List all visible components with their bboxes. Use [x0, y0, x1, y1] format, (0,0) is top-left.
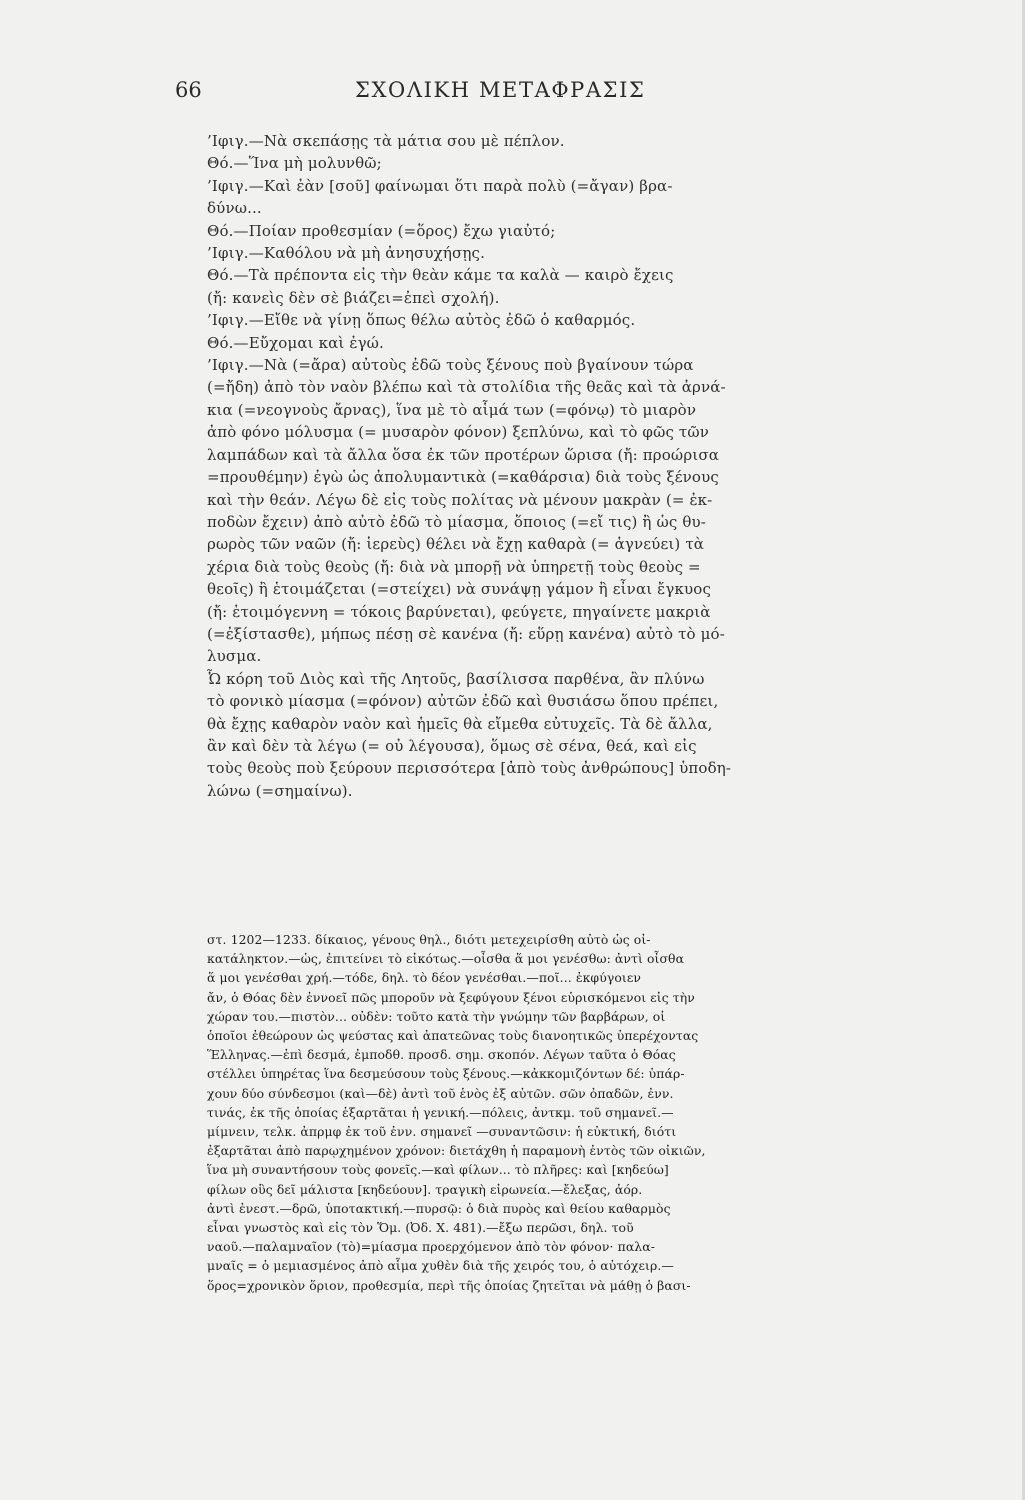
text-line: ’Ιφιγ.—Νὰ (=ἄρα) αὐτοὺς ἐδῶ τοὺς ξένους ποὺ βγαίνουν τώρα — [207, 356, 694, 375]
text-line: ποδὼν ἔχειν) ἀπὸ αὐτὸ ἐδῶ τὸ μίασμα, ὅποιος (=εἴ τις) ἢ ὡς θυ- — [207, 512, 707, 531]
text-line: ’Ιφιγ.—Εἴθε νὰ γίνῃ ὅπως θέλω αὐτὸς ἐδῶ ὁ καθαρμός. — [207, 311, 636, 330]
note-line: τινάς, ἐκ τῆς ὁποίας ἐξαρτᾶται ἡ γενική.—πόλεις, ἀντκμ. τοῦ σημανεῖ.— — [207, 1104, 674, 1120]
note-line: στέλλει ὑπηρέτας ἵνα δεσμεύσουν τοὺς ξένους.—κἀκκομιζόντων δέ: ὑπάρ- — [207, 1066, 685, 1082]
text-line: (ἤ: ἑτοιμόγεννη = τόκοις βαρύνεται), φεύγετε, πηγαίνετε μακριὰ — [207, 602, 711, 621]
note-line: φίλων οὓς δεῖ μάλιστα [κηδεύουν]. τραγικὴ εἰρωνεία.—ἔλεξας, ἀόρ. — [207, 1181, 643, 1197]
page-header — [175, 78, 695, 108]
note-line: εἶναι γνωστὸς καὶ εἰς τὸν Ὅμ. (Ὀδ. Χ. 481).—ἔξω περῶσι, δηλ. τοῦ — [207, 1220, 634, 1236]
text-line: τὸ φονικὸ μίασμα (=φόνον) αὐτῶν ἐδῶ καὶ θυσιάσω ὅπου πρέπει, — [207, 692, 719, 711]
note-line: ἐξαρτᾶται ἀπὸ παρῳχημένον χρόνον: διετάχθη ἡ παραμονὴ ἐντὸς τῶν οἰκιῶν, — [207, 1143, 706, 1159]
note-line: μίμνειν, τελκ. ἀπρμφ ἐκ τοῦ ἐνν. σημανεῖ —συναντῶσιν: ἡ εὐκτική, διότι — [207, 1124, 677, 1140]
text-line: Ὦ κόρη τοῦ Διὸς καὶ τῆς Λητοῦς, βασίλισσα παρθένα, ἂν πλύνω — [207, 669, 705, 688]
note-line: μναῖς = ὁ μεμιασμένος ἀπὸ αἷμα χυθὲν διὰ τῆς χειρός του, ὁ αὐτόχειρ.— — [207, 1258, 674, 1274]
note-line: ὅρος=χρονικὸν ὅριον, προθεσμία, περὶ τῆς ὁποίας ζητεῖται νὰ μάθῃ ὁ βασι- — [207, 1277, 691, 1293]
page-number: 66 — [175, 78, 202, 102]
note-line: ἅ μοι γενέσθαι χρή.—τόδε, δηλ. τὸ δέον γενέσθαι.—ποῖ... ἐκφύγοιεν — [207, 970, 642, 986]
note-line: στ. 1202—1233. δίκαιος, γένους θηλ., διότι μετεχειρίσθη αὐτὸ ὡς οἰ- — [207, 932, 651, 947]
text-line: ρωρὸς τῶν ναῶν (ἤ: ἱερεὺς) θέλει νὰ ἔχῃ καθαρὰ (= ἁγνεύει) τὰ — [207, 535, 705, 554]
text-line: ’Ιφιγ.—Νὰ σκεπάσῃς τὰ μάτια σου μὲ πέπλον. — [207, 132, 565, 150]
text-line: λώνω (=σημαίνω). — [207, 781, 353, 800]
text-line: θὰ ἔχῃς καθαρὸν ναὸν καὶ ἡμεῖς θὰ εἴμεθα εὐτυχεῖς. Τὰ δὲ ἄλλα, — [207, 714, 713, 733]
text-line: (=ἤδη) ἀπὸ τὸν ναὸν βλέπω καὶ τὰ στολίδια τῆς θεᾶς καὶ τὰ ἀρνά- — [207, 378, 726, 397]
note-line: ἵνα μὴ συναντήσουν τοὺς φονεῖς.—καὶ φίλων... τὸ πλῆρες: καὶ [κηδεύω] — [207, 1162, 669, 1178]
text-line: λυσμα. — [207, 647, 262, 666]
note-line: κατάληκτον.—ὡς, ἐπιτείνει τὸ εἰκότως.—οἶσθα ἅ μοι γενέσθω: ἀντὶ οἶσθα — [207, 951, 685, 967]
text-line: καὶ τὴν θεάν. Λέγω δὲ εἰς τοὺς πολίτας νὰ μένουν μακρὰν (= ἐκ- — [207, 490, 713, 509]
text-line: (=ἐξίστασθε), μήπως πέσῃ σὲ κανένα (ἤ: εὕρῃ κανένα) αὐτὸ τὸ μό- — [207, 624, 725, 643]
text-line: Θό.—Εὔχομαι καὶ ἐγώ. — [207, 333, 384, 352]
text-line: Θό.—Τὰ πρέποντα εἰς τὴν θεὰν κάμε τα καλὰ — καιρὸ ἔχεις — [207, 266, 674, 285]
note-line: ὁποῖοι ἐθεώρουν ὡς ψεύστας καὶ ἀπατεῶνας τοὺς διανοητικῶς ὑπερέχοντας — [207, 1028, 699, 1044]
text-line: κια (=νεογνοὺς ἄρνας), ἵνα μὲ τὸ αἷμά των (=φόνῳ) τὸ μιαρὸν — [207, 400, 697, 419]
note-line: ναοῦ.—παλαμναῖον (τὸ)=μίασμα προερχόμενον ἀπὸ τὸν φόνον· παλα- — [207, 1239, 655, 1255]
text-line: ἂν καὶ δὲν τὰ λέγω (= οὐ λέγουσα), ὅμως σὲ σένα, θεά, καὶ εἰς — [207, 736, 697, 755]
text-line: Θό.—Ποίαν προθεσμίαν (=ὅρος) ἔχω γιαὐτό; — [207, 221, 556, 240]
text-line: χέρια διὰ τοὺς θεοὺς (ἤ: διὰ νὰ μπορῇ νὰ ὑπηρετῇ τοὺς θεοὺς = — [207, 557, 701, 576]
note-line: χουν δύο σύνδεσμοι (καὶ—δὲ) ἀντὶ τοῦ ἑνὸς ἐξ αὐτῶν. σῶν ὀπαδῶν, ἐνν. — [207, 1085, 674, 1101]
running-title: ΣΧΟΛΙΚΗ ΜΕΤΑΦΡΑΣΙΣ — [355, 78, 646, 102]
text-line: τοὺς θεοὺς ποὺ ξεύρουν περισσότερα [ἀπὸ τοὺς ἀνθρώπους] ὑποδη- — [207, 759, 732, 778]
text-line: (ἤ: κανεὶς δὲν σὲ βιάζει=ἐπεὶ σχολή). — [207, 288, 500, 307]
text-line: δύνω... — [207, 199, 262, 218]
note-line: ἄν, ὁ Θόας δὲν ἐννοεῖ πῶς μποροῦν νὰ ξεφύγουν ξένοι εὑρισκόμενοι εἰς τὴν — [207, 989, 695, 1005]
text-line: ἀπὸ φόνο μόλυσμα (= μυσαρὸν φόνον) ξεπλύνω, καὶ τὸ φῶς τῶν — [207, 423, 710, 442]
note-line: Ἕλληνας.—ἐπὶ δεσμά, ἐμποδθ. προσδ. σημ. σκοπόν. Λέγων ταῦτα ὁ Θόας — [207, 1047, 676, 1063]
commentary-notes — [207, 930, 887, 1295]
translation-text — [207, 130, 887, 802]
text-line: λαμπάδων καὶ τὰ ἄλλα ὅσα ἐκ τῶν προτέρων ὥρισα (ἤ: προώρισα — [207, 445, 719, 464]
text-line: θεοῖς) ἢ ἑτοιμάζεται (=στείχει) νὰ συνάψῃ γάμον ἢ εἶναι ἔγκυος — [207, 580, 712, 599]
text-line: ’Ιφιγ.—Καὶ ἐὰν [σοῦ] φαίνωμαι ὅτι παρὰ πολὺ (=ἄγαν) βρα- — [207, 176, 673, 195]
text-line: ’Ιφιγ.—Καθόλου νὰ μὴ ἀνησυχήσῃς. — [207, 244, 486, 263]
text-line: Θό.—Ἵνα μὴ μολυνθῶ; — [207, 154, 382, 173]
note-line: χώραν του.—πιστὸν... οὐδὲν: τοῦτο κατὰ τὴν γνώμην τῶν βαρβάρων, οἱ — [207, 1008, 666, 1024]
text-line: =προυθέμην) ἐγὼ ὡς ἀπολυμαντικὰ (=καθάρσια) διὰ τοὺς ξένους — [207, 468, 719, 487]
note-line: ἀντὶ ἐνεστ.—δρῶ, ὑποτακτική.—πυρσῷ: ὁ διὰ πυρὸς καὶ θείου καθαρμὸς — [207, 1200, 671, 1216]
